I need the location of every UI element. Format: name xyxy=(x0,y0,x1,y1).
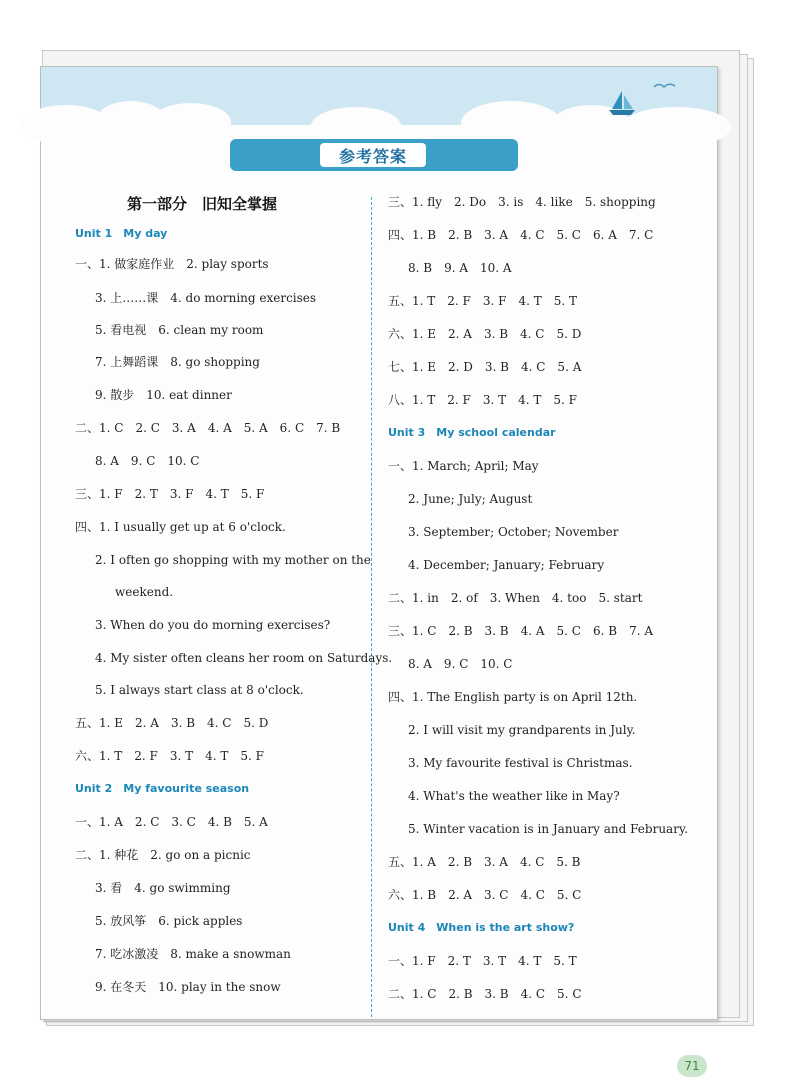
answer-line: 六、1. B 2. A 3. C 4. C 5. C xyxy=(388,888,582,902)
answer-line: 二、1. C 2. B 3. B 4. C 5. C xyxy=(388,987,582,1001)
title-banner xyxy=(230,139,518,171)
answer-line: 2. I often go shopping with my mother on the xyxy=(95,553,371,567)
column-divider xyxy=(371,197,372,1017)
answer-line: 五、1. A 2. B 3. A 4. C 5. B xyxy=(388,855,581,869)
answer-line: 六、1. T 2. F 3. T 4. T 5. F xyxy=(75,749,264,763)
answer-line: 8. B 9. A 10. A xyxy=(408,261,512,275)
answer-line: 一、1. F 2. T 3. T 4. T 5. T xyxy=(388,954,577,968)
answer-line: 4. December; January; February xyxy=(408,558,605,572)
answer-line: 7. 上舞蹈课 8. go shopping xyxy=(95,355,260,369)
cloud xyxy=(621,107,731,147)
answer-line: 五、1. E 2. A 3. B 4. C 5. D xyxy=(75,716,269,730)
answer-line: 8. A 9. C 10. C xyxy=(408,657,513,671)
answer-line: 四、1. The English party is on April 12th. xyxy=(388,690,638,704)
answer-line: 二、1. in 2. of 3. When 4. too 5. start xyxy=(388,591,643,605)
page-number: 71 xyxy=(677,1055,707,1077)
answer-line: 七、1. E 2. D 3. B 4. C 5. A xyxy=(388,360,582,374)
answer-line: 5. 看电视 6. clean my room xyxy=(95,323,264,337)
answer-line: 2. I will visit my grandparents in July. xyxy=(408,723,636,737)
answer-line: 5. I always start class at 8 o'clock. xyxy=(95,683,304,697)
answer-line: 二、1. C 2. C 3. A 4. A 5. A 6. C 7. B xyxy=(75,421,341,435)
answer-line: 一、1. March; April; May xyxy=(388,459,539,473)
answer-line: 2. June; July; August xyxy=(408,492,533,506)
answer-line: 三、1. C 2. B 3. B 4. A 5. C 6. B 7. A xyxy=(388,624,653,638)
answer-line: 5. 放风筝 6. pick apples xyxy=(95,914,243,928)
answer-line: 4. My sister often cleans her room on Saturdays. xyxy=(95,651,393,665)
answer-line: 三、1. fly 2. Do 3. is 4. like 5. shopping xyxy=(388,195,656,209)
answer-line: weekend. xyxy=(115,585,174,599)
seagull-icon xyxy=(653,81,677,91)
answer-line: 六、1. E 2. A 3. B 4. C 5. D xyxy=(388,327,582,341)
answer-line: 7. 吃冰激凌 8. make a snowman xyxy=(95,947,291,961)
answer-line: 4. What's the weather like in May? xyxy=(408,789,620,803)
answer-line: 五、1. T 2. F 3. F 4. T 5. T xyxy=(388,294,577,308)
answer-line: 9. 散步 10. eat dinner xyxy=(95,388,232,402)
left-column xyxy=(75,190,393,1010)
answer-line: 3. September; October; November xyxy=(408,525,619,539)
answer-line: 3. My favourite festival is Christmas. xyxy=(408,756,633,770)
sky-banner xyxy=(41,67,717,125)
answer-line: 二、1. 种花 2. go on a picnic xyxy=(75,848,251,862)
page-title: 参考答案 xyxy=(320,143,426,167)
unit-3-title: Unit 3 My school calendar xyxy=(388,426,556,439)
unit-1-title: Unit 1 My day xyxy=(75,227,168,240)
answer-line: 一、1. 做家庭作业 2. play sports xyxy=(75,257,269,271)
right-column xyxy=(388,192,708,1017)
answer-line: 3. 看 4. go swimming xyxy=(95,881,231,895)
answer-line: 3. When do you do morning exercises? xyxy=(95,618,331,632)
answer-line: 四、1. B 2. B 3. A 4. C 5. C 6. A 7. C xyxy=(388,228,654,242)
sailboat-icon xyxy=(607,89,637,117)
answer-line: 3. 上……课 4. do morning exercises xyxy=(95,291,317,305)
answer-line: 四、1. I usually get up at 6 o'clock. xyxy=(75,520,286,534)
unit-4-title: Unit 4 When is the art show? xyxy=(388,921,575,934)
answer-line: 5. Winter vacation is in January and February. xyxy=(408,822,688,836)
section-title: 第一部分 旧知全掌握 xyxy=(127,195,278,213)
unit-2-title: Unit 2 My favourite season xyxy=(75,782,250,795)
answer-line: 8. A 9. C 10. C xyxy=(95,454,200,468)
answer-page xyxy=(40,66,718,1073)
cloud xyxy=(151,103,231,141)
answer-line: 三、1. F 2. T 3. F 4. T 5. F xyxy=(75,487,265,501)
answer-line: 9. 在冬天 10. play in the snow xyxy=(95,980,281,994)
answer-line: 一、1. A 2. C 3. C 4. B 5. A xyxy=(75,815,268,829)
answer-line: 八、1. T 2. F 3. T 4. T 5. F xyxy=(388,393,577,407)
